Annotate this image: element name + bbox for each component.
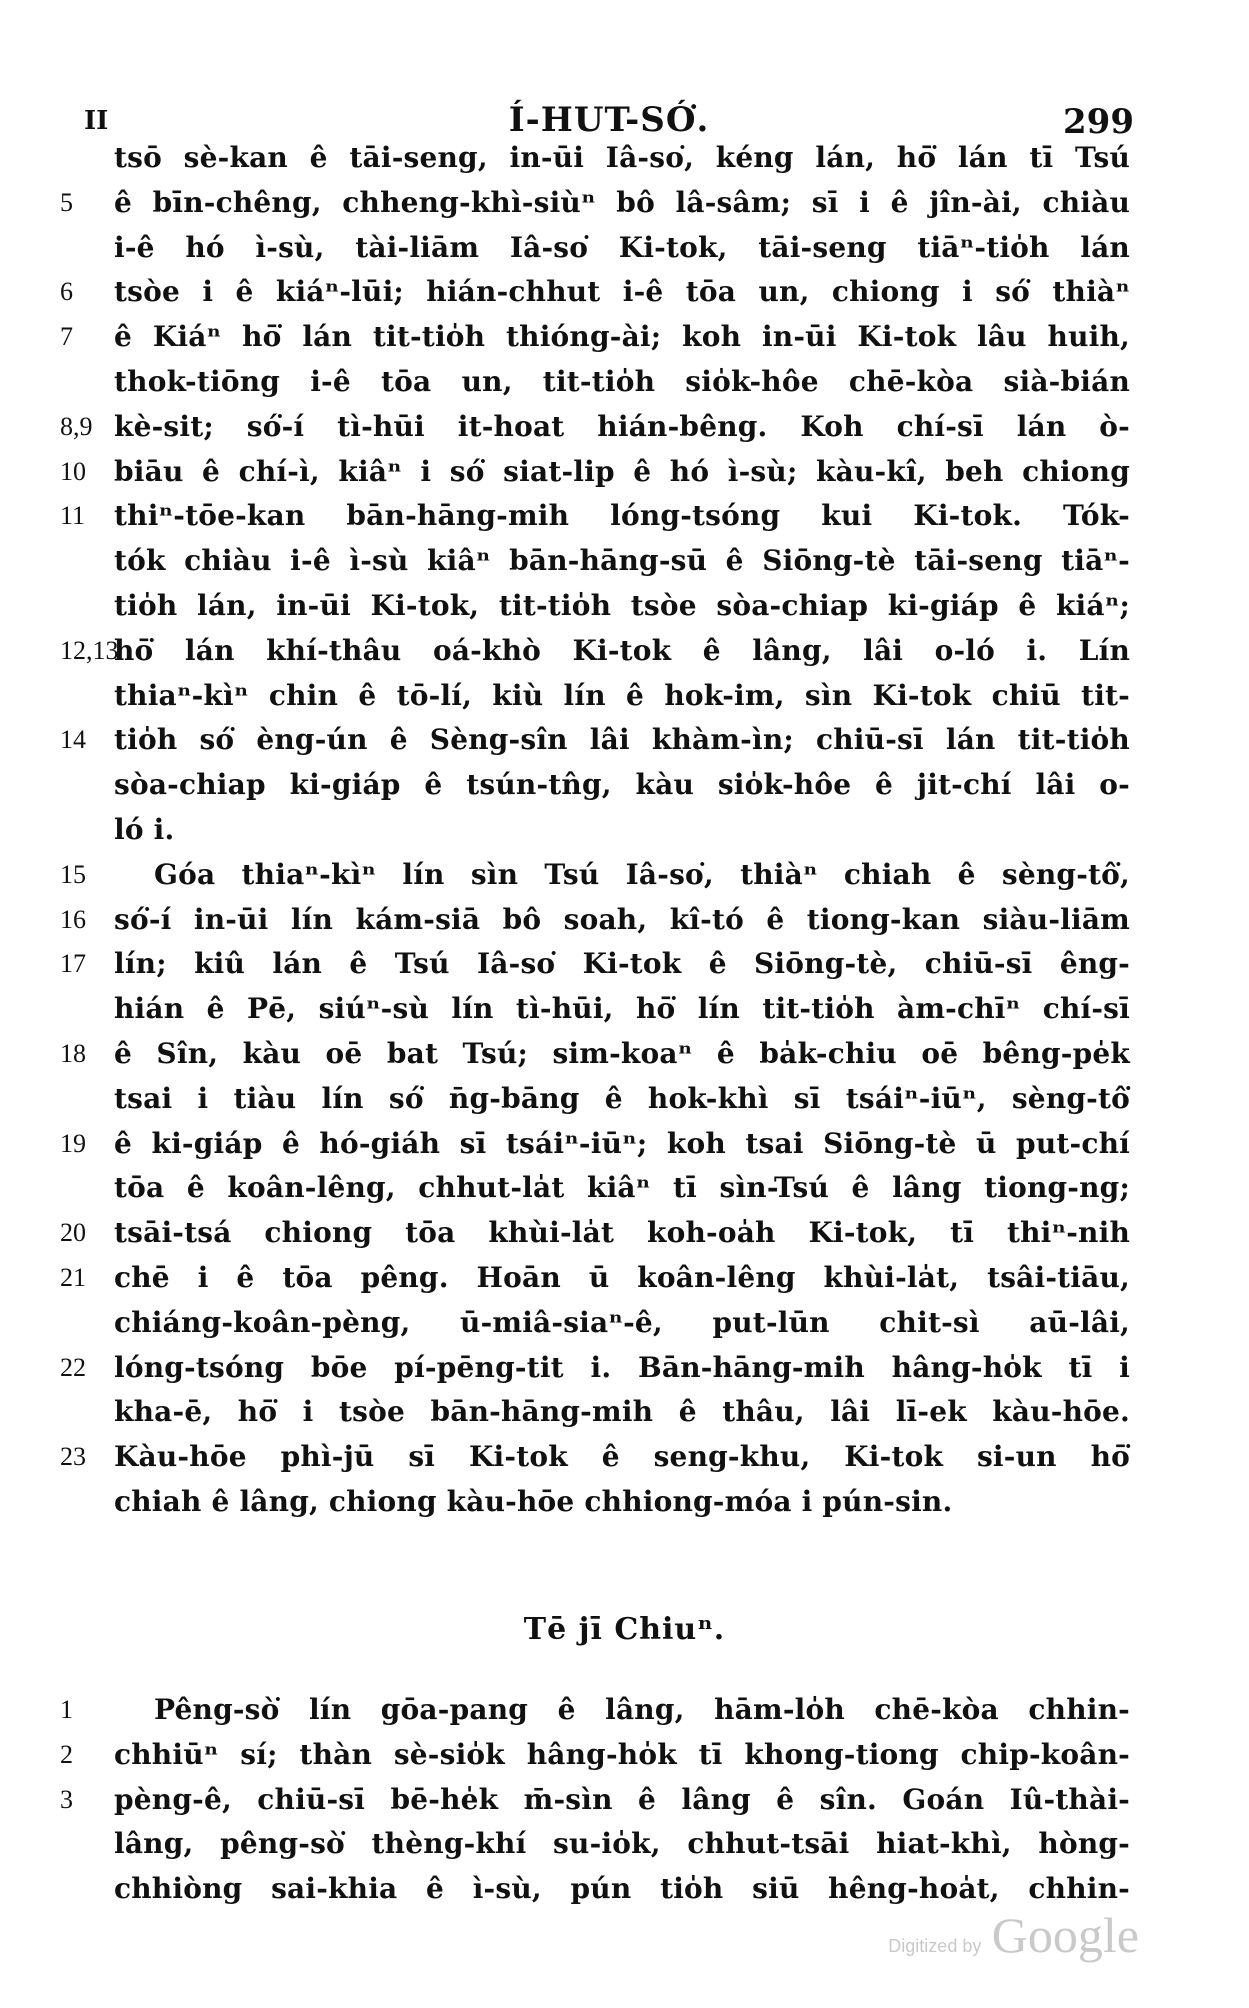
text-line xyxy=(60,1688,1140,1733)
verse-number: 19 xyxy=(60,1128,86,1158)
chapter-one-text xyxy=(60,136,1140,1525)
line-text: tōa ê koân-lêng, chhut-la̍t kiâⁿ tī sìn-Tsú ê lâng tiong-ng; xyxy=(114,1171,1130,1205)
text-line xyxy=(60,450,1140,495)
verse-number: 23 xyxy=(60,1442,86,1472)
text-line xyxy=(60,718,1140,763)
verse-number: 7 xyxy=(60,322,73,352)
verse-number: 21 xyxy=(60,1262,86,1292)
text-line xyxy=(60,629,1140,674)
page-number: 299 xyxy=(1063,102,1134,142)
text-line xyxy=(60,405,1140,450)
verse-number: 14 xyxy=(60,725,86,755)
verse-number: 15 xyxy=(60,859,86,889)
digitized-watermark xyxy=(888,1906,1139,1964)
line-text: tsāi-tsá chiong tōa khùi-la̍t koh-oa̍h Ki-tok, tī thiⁿ-nih xyxy=(114,1216,1130,1250)
text-line xyxy=(60,942,1140,987)
verse-number: 20 xyxy=(60,1218,86,1248)
verse-number: 6 xyxy=(60,277,73,307)
text-line xyxy=(60,1822,1140,1867)
line-text: lâng, pêng-sò͘ thèng-khí su-io̍k, chhut-tsāi hiat-khì, hòng- xyxy=(114,1827,1130,1861)
text-line xyxy=(60,1346,1140,1391)
text-line xyxy=(60,1211,1140,1256)
text-line xyxy=(60,1077,1140,1122)
google-logo: Google xyxy=(991,1907,1139,1963)
line-text: tók chiàu i-ê ì-sù kiâⁿ bān-hāng-sū ê Siōng-tè tāi-seng tiāⁿ- xyxy=(114,544,1130,578)
verse-number: 1 xyxy=(60,1695,73,1724)
text-line xyxy=(60,1480,1140,1525)
line-text: tsai i tiàu lín só͘ n̄g-bāng ê hok-khì sī tsáiⁿ-iūⁿ, sèng-tô͘ xyxy=(114,1081,1130,1115)
line-text: ló i. xyxy=(114,812,175,846)
line-text: Pêng-sò͘ lín gōa-pang ê lâng, hām-lo̍h chē-kòa chhin- xyxy=(154,1693,1130,1726)
line-text: kha-ē, hō͘ i tsòe bān-hāng-mih ê thâu, lâi lī-ek kàu-hōe. xyxy=(114,1395,1130,1429)
text-line xyxy=(60,136,1140,181)
text-line xyxy=(60,808,1140,853)
line-text: ê ki-giáp ê hó-giáh sī tsáiⁿ-iūⁿ; koh tsai Siōng-tè ū put-chí xyxy=(114,1126,1130,1160)
text-line xyxy=(60,1032,1140,1077)
text-line xyxy=(60,1435,1140,1480)
line-text: só͘-í in-ūi lín kám-siā bô soah, kî-tó ê tiong-kan siàu-liām xyxy=(114,902,1130,936)
text-line xyxy=(60,1301,1140,1346)
text-line xyxy=(60,1778,1140,1823)
line-text: Kàu-hōe phì-jū sī Ki-tok ê seng-khu, Ki-tok si-un hō͘ xyxy=(114,1440,1130,1474)
verse-number: 3 xyxy=(60,1784,73,1814)
line-text: tio̍h só͘ èng-ún ê Sèng-sîn lâi khàm-ìn; chiū-sī lán tit-tio̍h xyxy=(114,723,1130,757)
signature-mark: II xyxy=(84,106,109,136)
line-text: chhiūⁿ sí; thàn sè-sio̍k hâng-ho̍k tī khong-tiong chip-koân- xyxy=(114,1737,1130,1771)
chapter-two-text xyxy=(60,1688,1140,1912)
text-line xyxy=(60,763,1140,808)
line-text: tio̍h lán, in-ūi Ki-tok, tit-tio̍h tsòe sòa-chiap ki-giáp ê kiáⁿ; xyxy=(114,588,1130,622)
line-text: lóng-tsóng bōe pí-pēng-tit i. Bān-hāng-mih hâng-ho̍k tī i xyxy=(114,1350,1130,1384)
line-text: pèng-ê, chiū-sī bē-he̍k m̄-sìn ê lâng ê sîn. Goán Iû-thài- xyxy=(114,1782,1130,1816)
line-text: tsòe i ê kiáⁿ-lūi; hián-chhut i-ê tōa un, chiong i só͘ thiàⁿ xyxy=(114,275,1130,309)
line-text: ê Sîn, kàu oē bat Tsú; sim-koaⁿ ê ba̍k-chiu oē bêng-pe̍k xyxy=(114,1036,1130,1070)
verse-number: 8,9 xyxy=(60,411,93,441)
chapter-heading: Tē jī Chiuⁿ. xyxy=(523,1612,726,1647)
text-line xyxy=(60,987,1140,1032)
text-line xyxy=(60,898,1140,943)
text-line xyxy=(60,539,1140,584)
verse-number: 5 xyxy=(60,187,73,217)
line-text: hián ê Pē, siúⁿ-sù lín tì-hūi, hō͘ lín tit-tio̍h àm-chīⁿ chí-sī xyxy=(114,992,1130,1026)
text-line xyxy=(60,853,1140,898)
verse-number: 22 xyxy=(60,1352,86,1382)
line-text: ê Kiáⁿ hō͘ lán tit-tio̍h thióng-ài; koh in-ūi Ki-tok lâu huih, xyxy=(114,320,1130,354)
verse-number: 12,13 xyxy=(60,635,119,665)
verse-number: 16 xyxy=(60,904,86,934)
text-line xyxy=(60,584,1140,629)
line-text: thok-tiōng i-ê tōa un, tit-tio̍h sio̍k-hôe chē-kòa sià-bián xyxy=(114,364,1130,398)
text-line xyxy=(60,181,1140,226)
verse-number: 11 xyxy=(60,501,86,531)
text-line xyxy=(60,1256,1140,1301)
text-line xyxy=(60,1122,1140,1167)
line-text: lín; kiû lán ê Tsú Iâ-so͘ Ki-tok ê Siōng-tè, chiū-sī êng- xyxy=(114,947,1130,981)
line-text: ê bīn-chêng, chheng-khì-siùⁿ bô lâ-sâm; sī i ê jîn-ài, chiàu xyxy=(114,185,1130,219)
line-text: chiah ê lâng, chiong kàu-hōe chhiong-móa i pún-sin. xyxy=(114,1484,953,1518)
text-line xyxy=(60,494,1140,539)
line-text: tsō sè-kan ê tāi-seng, in-ūi Iâ-so͘, kéng lán, hō͘ lán tī Tsú xyxy=(114,141,1130,174)
watermark-prefix: Digitized by xyxy=(888,1936,982,1956)
text-line xyxy=(60,674,1140,719)
verse-number: 18 xyxy=(60,1038,86,1068)
text-line xyxy=(60,1390,1140,1435)
text-line xyxy=(60,270,1140,315)
line-text: Góa thiaⁿ-kìⁿ lín sìn Tsú Iâ-so͘, thiàⁿ chiah ê sèng-tô͘, xyxy=(154,857,1130,891)
line-text: biāu ê chí-ì, kiâⁿ i só͘ siat-lip ê hó ì-sù; kàu-kî, beh chiong xyxy=(114,454,1130,488)
text-line xyxy=(60,1166,1140,1211)
text-line xyxy=(60,226,1140,271)
line-text: chhiòng sai-khia ê ì-sù, pún tio̍h siū hêng-hoa̍t, chhin- xyxy=(114,1872,1130,1906)
line-text: kè-sit; só͘-í tì-hūi it-hoat hián-bêng. Koh chí-sī lán ò- xyxy=(114,409,1130,443)
text-line xyxy=(60,360,1140,405)
text-line xyxy=(60,315,1140,360)
line-text: hō͘ lán khí-thâu oá-khò Ki-tok ê lâng, lâi o-ló i. Lín xyxy=(114,633,1130,667)
line-text: i-ê hó ì-sù, tài-liām Iâ-so͘ Ki-tok, tāi-seng tiāⁿ-tio̍h lán xyxy=(114,230,1130,264)
verse-number: 10 xyxy=(60,456,86,486)
verse-number: 17 xyxy=(60,949,86,979)
verse-number: 2 xyxy=(60,1739,73,1769)
line-text: thiⁿ-tōe-kan bān-hāng-mih lóng-tsóng kui Ki-tok. Tók- xyxy=(114,499,1130,533)
line-text: thiaⁿ-kìⁿ chin ê tō-lí, kiù lín ê hok-im, sìn Ki-tok chiū tit- xyxy=(114,678,1130,712)
running-title: Í-HUT-SÓ͘. xyxy=(508,100,710,140)
line-text: sòa-chiap ki-giáp ê tsún-tn̂g, kàu sio̍k-hôe ê jit-chí lâi o- xyxy=(114,768,1130,802)
line-text: chiáng-koân-pèng, ū-miâ-siaⁿ-ê, put-lūn chit-sì aū-lâi, xyxy=(114,1305,1130,1339)
text-line xyxy=(60,1733,1140,1778)
line-text: chē i ê tōa pêng. Hoān ū koân-lêng khùi-la̍t, tsâi-tiāu, xyxy=(114,1260,1130,1294)
